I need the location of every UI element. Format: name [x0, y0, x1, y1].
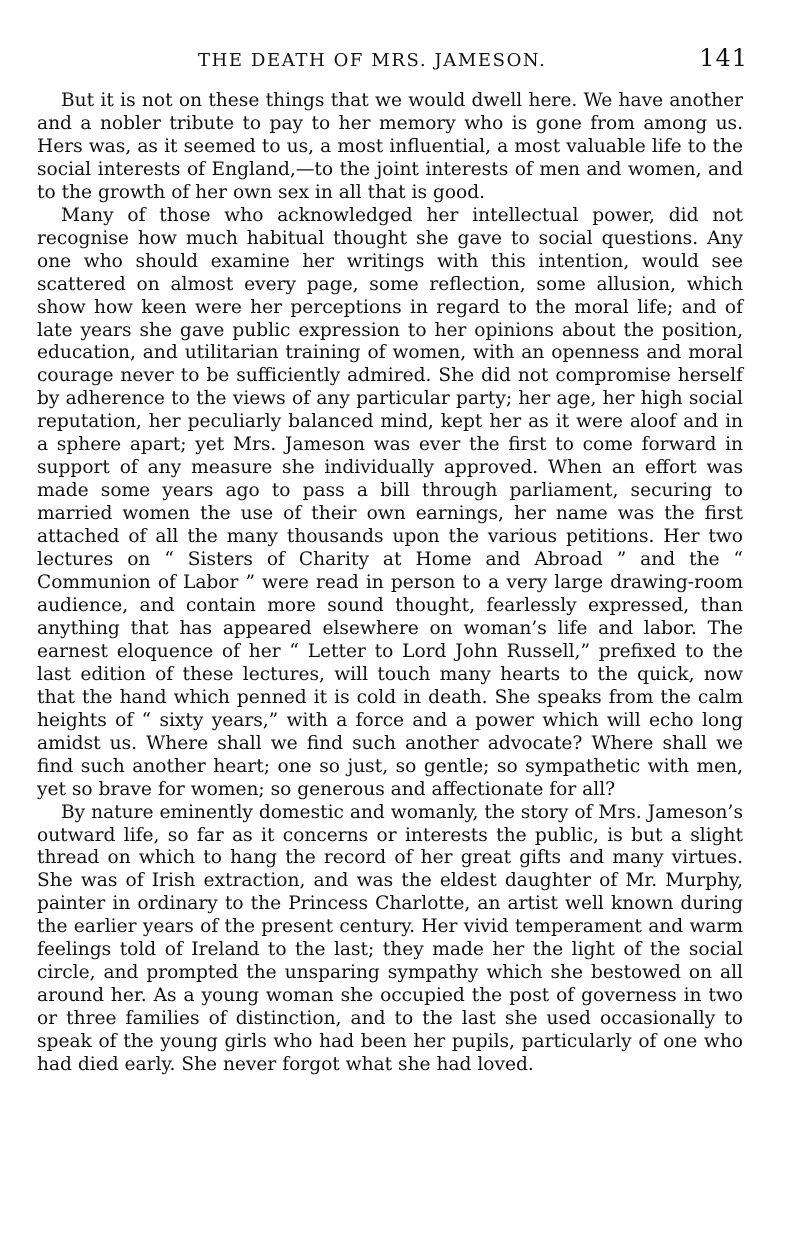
body-text — [37, 90, 743, 1077]
running-title: THE DEATH OF MRS. JAMESON. — [198, 50, 547, 71]
running-head — [40, 44, 748, 76]
paragraph: Many of those who acknowledged her intellectual power, did not recognise how much habitual thought she gave to social questions. Any one who should examine her writings with this intention, would see scattered on almost every page, some reflection, some allusion, which show how keen were her perceptions in regard to the moral life; and of late years she gave public expression to her opinions about the position, education, and utilitarian training of women, with an openness and moral courage never to be sufficiently admired. She did not compromise herself by adherence to the views of any particular party; her age, her high social reputation, her peculiarly balanced mind, kept her as it were aloof and in a sphere apart; yet Mrs. Jameson was ever the first to come forward in support of any measure she individually approved. When an effort was made some years ago to pass a bill through parliament, securing to married women the use of their own earnings, her name was the first attached of all the many thousands upon the various petitions. Her two lectures on “ Sisters of Charity at Home and Abroad ” and the “ Communion of Labor ” were read in person to a very large drawing-room audience, and contain more sound thought, fearlessly expressed, than anything that has appeared elsewhere on woman’s life and labor. The earnest eloquence of her “ Letter to Lord John Russell,” prefixed to the last edition of these lectures, will touch many hearts to the quick, now that the hand which penned it is cold in death. She speaks from the calm heights of “ sixty years,” with a force and a power which will echo long amidst us. Where shall we find such another advocate? Where shall we find such another heart; one so just, so gentle; so sympathetic with men, yet so brave for women; so generous and affectionate for all? — [37, 204, 743, 800]
page-number: 141 — [699, 44, 748, 72]
paragraph: But it is not on these things that we would dwell here. We have another and a nobler tribute to pay to her memory who is gone from among us. Hers was, as it seemed to us, a most influential, a most valuable life to the social interests of England,—to the joint interests of men and women, and to the growth of her own sex in all that is good. — [37, 90, 743, 203]
paragraph: By nature eminently domestic and womanly, the story of Mrs. Jameson’s outward life, so far as it concerns or interests the public, is but a slight thread on which to hang the record of her great gifts and many virtues. She was of Irish extraction, and was the eldest daughter of Mr. Murphy, painter in ordinary to the Princess Charlotte, an artist well known during the earlier years of the present century. Her vivid temperament and warm feelings told of Ireland to the last; they made her the light of the social circle, and prompted the unsparing sympathy which she bestowed on all around her. As a young woman she occupied the post of governess in two or three families of distinction, and to the last she used occasionally to speak of the young girls who had been her pupils, particularly of one who had died early. She never forgot what she had loved. — [37, 801, 743, 1076]
